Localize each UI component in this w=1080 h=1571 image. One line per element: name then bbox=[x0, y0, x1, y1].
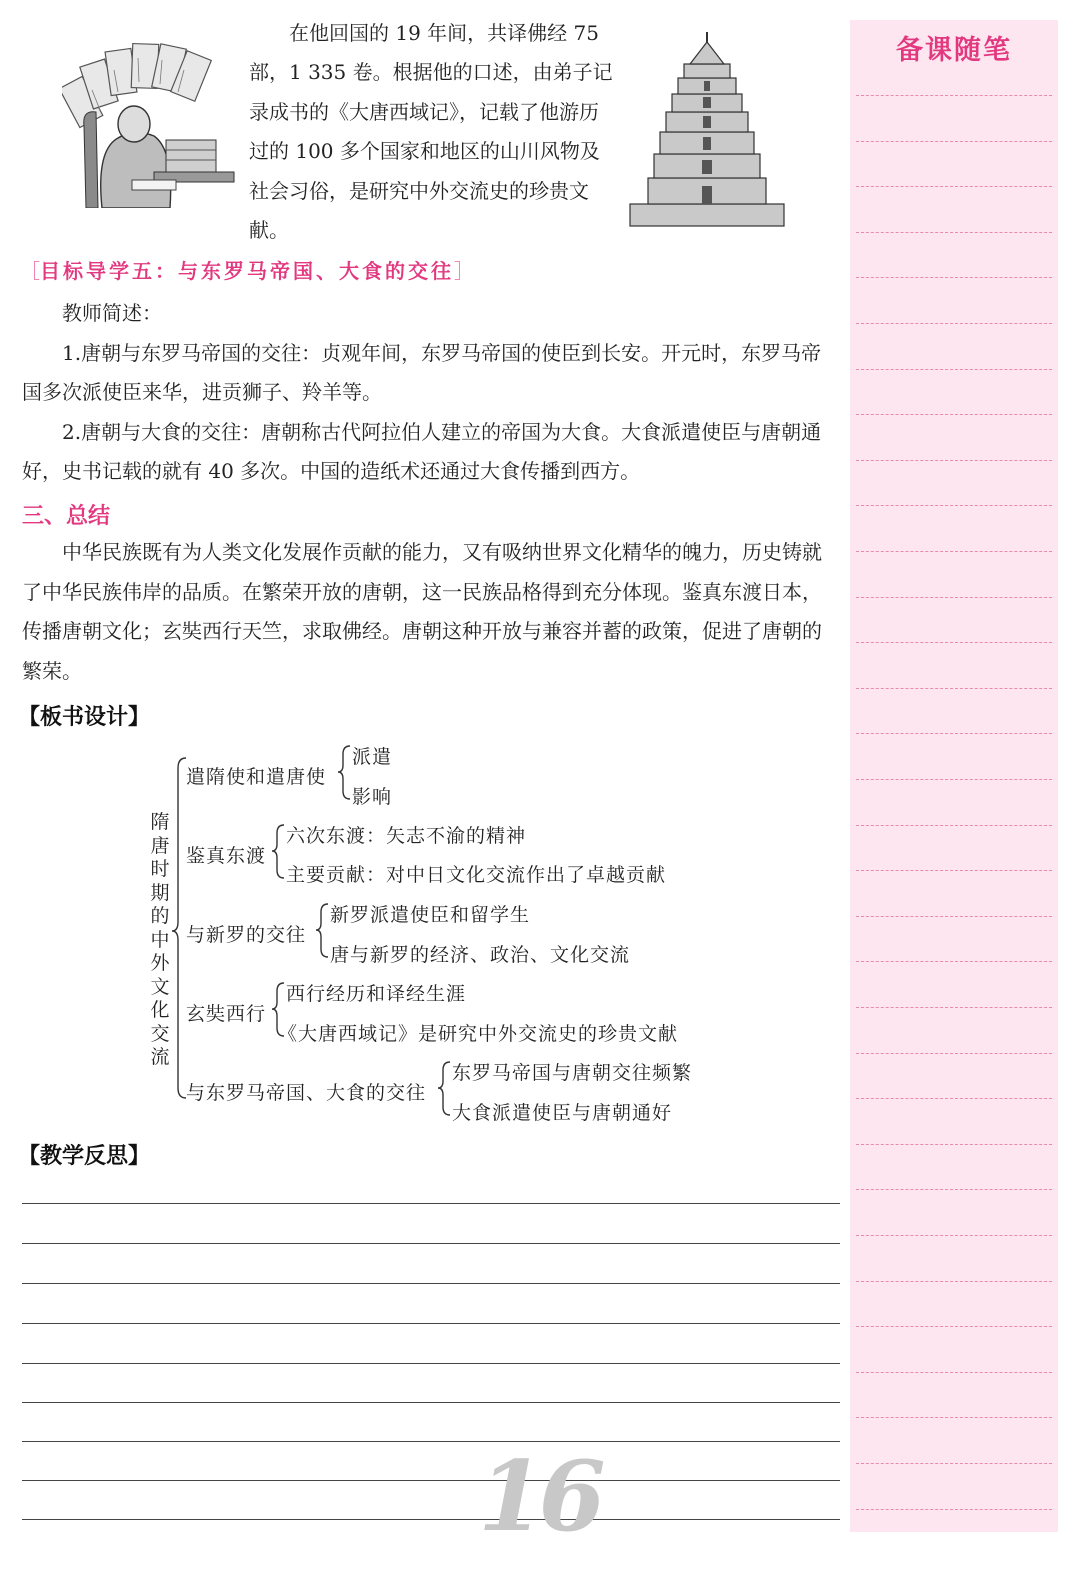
page-number: 16 bbox=[478, 1440, 600, 1553]
summary-block bbox=[22, 533, 840, 691]
reflection-line[interactable] bbox=[22, 1402, 840, 1403]
board-arabia: 大食派遣使臣与唐朝通好 bbox=[452, 1102, 673, 1124]
goal-tag bbox=[20, 255, 474, 284]
board-branch-envoys: 遣隋使和遣唐使 bbox=[186, 766, 327, 788]
sidebar-note-line[interactable] bbox=[856, 1235, 1052, 1236]
sidebar-note-line[interactable] bbox=[856, 277, 1052, 278]
goal-tag-open-bracket: ［ bbox=[20, 259, 40, 283]
sidebar-note-line[interactable] bbox=[856, 1098, 1052, 1099]
top-paragraph-block bbox=[249, 14, 617, 250]
teacher-summary bbox=[22, 294, 840, 492]
reflection-line[interactable] bbox=[22, 1243, 840, 1244]
board-silla-exchange: 唐与新罗的经济、政治、文化交流 bbox=[330, 944, 631, 966]
summary-text: 中华民族既有为人类文化发展作贡献的能力，又有吸纳世界文化精华的魄力，历史铸就了中华民族伟岸的品质。在繁荣开放的唐朝，这一民族品格得到充分体现。鉴真东渡日本，传播唐朝文化；玄奘西行天竺，求取佛经。唐朝这种开放与兼容并蓄的政策，促进了唐朝的繁荣。 bbox=[22, 540, 822, 683]
brace-silla bbox=[316, 904, 328, 957]
sidebar-note-line[interactable] bbox=[856, 1053, 1052, 1054]
board-silla-envoys: 新罗派遣使臣和留学生 bbox=[330, 904, 531, 926]
sidebar-title: 备课随笔 bbox=[896, 35, 1012, 66]
brace-byzantium bbox=[438, 1062, 450, 1115]
sidebar-note-line[interactable] bbox=[856, 1509, 1052, 1510]
main-brace bbox=[172, 758, 186, 1098]
sidebar-note-line[interactable] bbox=[856, 460, 1052, 461]
teacher-item-2: 2.唐朝与大食的交往：唐朝称古代阿拉伯人建立的帝国为大食。大食派遣使臣与唐朝通好，史书记载的就有 40 多次。中国的造纸术还通过大食传播到西方。 bbox=[22, 419, 822, 483]
goal-tag-text: 目标导学五：与东罗马帝国、大食的交往 bbox=[40, 259, 454, 283]
board-jianzhen-voyages: 六次东渡：矢志不渝的精神 bbox=[286, 825, 527, 847]
sidebar-note-line[interactable] bbox=[856, 733, 1052, 734]
board-design-heading: 【板书设计】 bbox=[18, 705, 151, 730]
reflection-line[interactable] bbox=[22, 1441, 840, 1442]
board-byzantium: 东罗马帝国与唐朝交往频繁 bbox=[452, 1062, 693, 1084]
sidebar-note-line[interactable] bbox=[856, 642, 1052, 643]
brace-jianzhen bbox=[272, 825, 284, 878]
sidebar-note-line[interactable] bbox=[856, 597, 1052, 598]
board-jianzhen-contribution: 主要贡献：对中日文化交流作出了卓越贡献 bbox=[286, 864, 667, 886]
sidebar-note-line[interactable] bbox=[856, 688, 1052, 689]
xuanzang-paragraph: 在他回国的 19 年间，共译佛经 75 部，1 335 卷。根据他的口述，由弟子记录成书的《大唐西域记》，记载了他游历过的 100 多个国家和地区的山川风物及社会习俗，是研究中外交流史的珍贵文献。 bbox=[249, 21, 613, 243]
sidebar-note-line[interactable] bbox=[856, 141, 1052, 142]
sidebar-note-line[interactable] bbox=[856, 232, 1052, 233]
xuanzang-translating-illustration bbox=[62, 40, 240, 208]
sidebar-note-line[interactable] bbox=[856, 1144, 1052, 1145]
board-branch-jianzhen: 鉴真东渡 bbox=[186, 845, 267, 867]
board-branch-xuanzang: 玄奘西行 bbox=[186, 1003, 267, 1025]
board-envoys-dispatch: 派遣 bbox=[352, 746, 393, 768]
board-xuanzang-journey: 西行经历和译经生涯 bbox=[286, 983, 467, 1005]
sidebar-note-line[interactable] bbox=[856, 1189, 1052, 1190]
board-envoys-influence: 影响 bbox=[352, 786, 393, 808]
board-branch-byzantium-arabia: 与东罗马帝国、大食的交往 bbox=[186, 1082, 427, 1104]
sidebar-note-line[interactable] bbox=[856, 961, 1052, 962]
sidebar-note-line[interactable] bbox=[856, 1281, 1052, 1282]
reflection-line[interactable] bbox=[22, 1480, 840, 1481]
goal-tag-close-bracket: ］ bbox=[454, 259, 474, 283]
sidebar-note-line[interactable] bbox=[856, 505, 1052, 506]
reflection-line[interactable] bbox=[22, 1283, 840, 1284]
sidebar-note-line[interactable] bbox=[856, 1326, 1052, 1327]
sidebar-note-line[interactable] bbox=[856, 551, 1052, 552]
teacher-item-1: 1.唐朝与东罗马帝国的交往：贞观年间，东罗马帝国的使臣到长安。开元时，东罗马帝国多次派使臣来华，进贡狮子、羚羊等。 bbox=[22, 340, 822, 404]
board-branch-silla: 与新罗的交往 bbox=[186, 924, 307, 946]
reflection-line[interactable] bbox=[22, 1323, 840, 1324]
reflection-line[interactable] bbox=[22, 1519, 840, 1520]
sidebar-note-line[interactable] bbox=[856, 916, 1052, 917]
reflection-heading: 【教学反思】 bbox=[18, 1144, 151, 1169]
board-xuanzang-record: 《大唐西域记》是研究中外交流史的珍贵文献 bbox=[278, 1023, 679, 1045]
sidebar-note-line[interactable] bbox=[856, 323, 1052, 324]
board-root-title: 隋唐时期的中外文化交流 bbox=[150, 811, 170, 1068]
reflection-line[interactable] bbox=[22, 1203, 840, 1204]
sidebar-note-line[interactable] bbox=[856, 414, 1052, 415]
teacher-label: 教师简述： bbox=[62, 301, 162, 325]
sidebar-note-line[interactable] bbox=[856, 1463, 1052, 1464]
sidebar-note-line[interactable] bbox=[856, 186, 1052, 187]
summary-heading: 三、总结 bbox=[22, 504, 111, 529]
sidebar-note-line[interactable] bbox=[856, 1417, 1052, 1418]
big-wild-goose-pagoda-illustration bbox=[626, 28, 788, 228]
reflection-line[interactable] bbox=[22, 1363, 840, 1364]
sidebar-note-line[interactable] bbox=[856, 1372, 1052, 1373]
sidebar-note-line[interactable] bbox=[856, 369, 1052, 370]
sidebar-note-line[interactable] bbox=[856, 870, 1052, 871]
sidebar-note-line[interactable] bbox=[856, 1007, 1052, 1008]
sidebar-note-line[interactable] bbox=[856, 779, 1052, 780]
brace-envoys bbox=[338, 746, 350, 799]
sidebar-note-line[interactable] bbox=[856, 825, 1052, 826]
sidebar-note-line[interactable] bbox=[856, 95, 1052, 96]
notes-sidebar bbox=[850, 20, 1058, 1532]
